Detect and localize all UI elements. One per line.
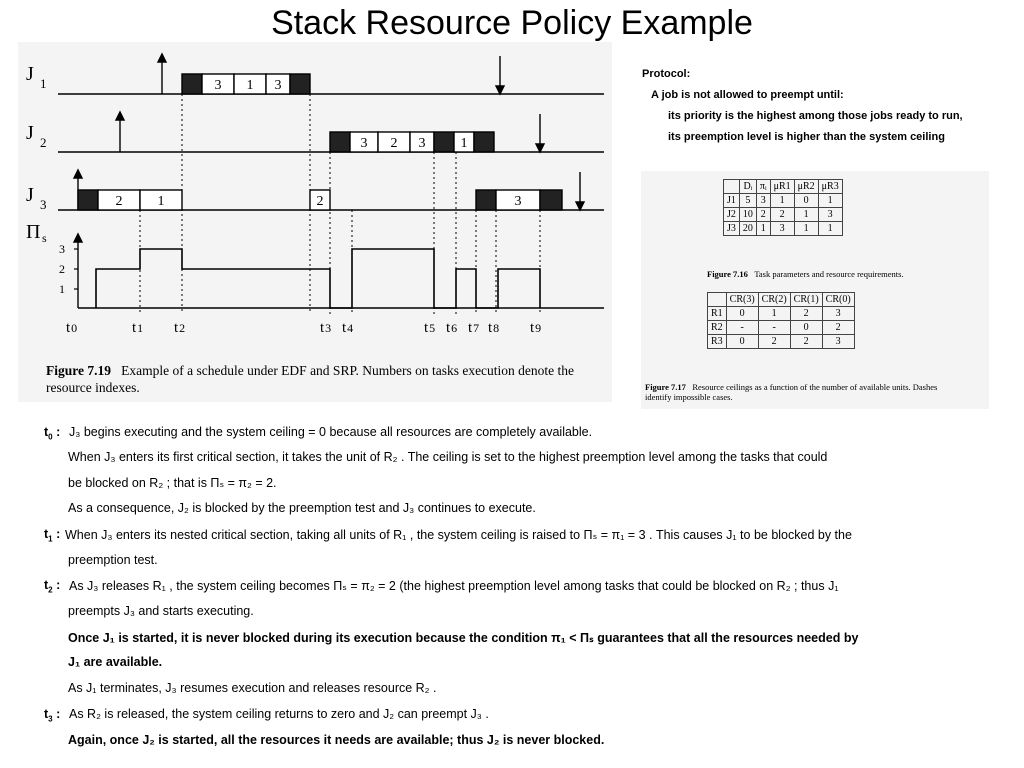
- protocol-line: A job is not allowed to preempt until:: [651, 89, 844, 101]
- ceiling-axis-arrow: [74, 234, 82, 242]
- figure-7-16-caption: Figure 7.16 Task parameters and resource requirements.: [707, 269, 904, 279]
- row-label-j3-sub: 3: [40, 197, 47, 212]
- time-label-t7: t7: [468, 320, 480, 336]
- protocol-line: its preemption level is higher than the system ceiling: [668, 131, 945, 143]
- j2-block-label: 2: [390, 136, 398, 151]
- table-row: J1 5 3 1 0 1: [724, 194, 843, 208]
- ceiling-tick: 1: [59, 282, 65, 296]
- note-label-t1: $t_1$ :: [44, 527, 61, 544]
- j3-block-shaded-end: [540, 190, 562, 210]
- table-row: R3 0 2 2 3: [708, 335, 855, 349]
- time-label-t8: t8: [488, 320, 500, 336]
- j2-block-label: 1: [460, 136, 468, 151]
- row-label-j2-sub: 2: [40, 135, 47, 150]
- j1-block-label: 1: [246, 78, 254, 93]
- j3-block-shaded: [78, 190, 98, 210]
- system-ceiling-curve: [96, 249, 540, 308]
- table-row: R2 - - 0 2: [708, 321, 855, 335]
- note-line: Again, once J₂ is started, all the resources it needs are available; thus J₂ is never blocked.: [68, 733, 605, 747]
- note-line: As a consequence, J₂ is blocked by the preemption test and J₃ continues to execute.: [68, 501, 536, 515]
- j3-block-shaded-2: [476, 190, 496, 210]
- j2-release-arrow: [116, 112, 124, 120]
- j3-deadline-arrow: [576, 202, 584, 210]
- note-label-t0: $t_0$ :: [44, 425, 61, 442]
- j1-release-arrow: [158, 54, 166, 62]
- note-line: When J₃ enters its nested critical section, taking all units of R₁ , the system ceiling is raised to Πₛ = π₁ = 3 . This causes J₁ to be blocked by the: [65, 528, 852, 542]
- j2-block-label: 3: [418, 136, 426, 151]
- protocol-heading: Protocol:: [642, 68, 691, 80]
- task-parameter-table: Dᵢ πᵢ μR1 μR2 μR3 J1 5 3 1 0 1 J2 10 2 2 1 3 J3 20 1 3 1 1: [723, 179, 843, 236]
- time-label-t9: t9: [530, 320, 542, 336]
- note-line: As J₁ terminates, J₃ resumes execution and releases resource R₂ .: [68, 681, 437, 695]
- ceiling-tick: 3: [59, 242, 65, 256]
- schedule-diagram: [18, 42, 612, 402]
- j1-block-label: 3: [274, 78, 282, 93]
- schedule-figure: [18, 42, 612, 402]
- note-label-t2: $t_2$ :: [44, 578, 61, 595]
- figure-7-19-text: Example of a schedule under EDF and SRP. Numbers on tasks execution denote the resource indexes.: [46, 363, 575, 395]
- j2-block-label: 3: [360, 136, 368, 151]
- j3-block-label: 2: [316, 194, 324, 209]
- row-label-j1: J: [26, 63, 34, 85]
- j3-block-label: 1: [157, 194, 165, 209]
- note-line: be blocked on R₂ ; that is Πₛ = π₂ = 2.: [68, 476, 277, 490]
- note-line: preemption test.: [68, 553, 158, 567]
- figure-7-17-caption: Figure 7.17 Resource ceilings as a function of the number of available units. Dashes identify impossible cases.: [645, 382, 938, 402]
- j2-deadline-arrow: [536, 144, 544, 152]
- ceiling-tick: 2: [59, 262, 65, 276]
- time-label-t0: t0: [66, 320, 78, 336]
- table-row: R1 0 1 2 3: [708, 307, 855, 321]
- row-label-j2: J: [26, 122, 34, 144]
- j1-block-label: 3: [214, 78, 222, 93]
- row-label-pi-sub: s: [42, 231, 47, 245]
- note-line: As J₃ releases R₁ , the system ceiling becomes Πₛ = π₂ = 2 (the highest preemption level among tasks that could be blocked on R₂ ; thus J₁: [69, 579, 839, 593]
- row-label-j1-sub: 1: [40, 76, 47, 91]
- time-label-t5: t5: [424, 320, 436, 336]
- time-label-t4: t4: [342, 320, 354, 336]
- j2-block-shaded: [330, 132, 350, 152]
- protocol-box: [642, 64, 963, 148]
- note-line: As R₂ is released, the system ceiling returns to zero and J₂ can preempt J₃ .: [69, 707, 489, 721]
- note-line: Once J₁ is started, it is never blocked during its execution because the condition π₁ < Πₛ guarantees that all the resources needed by: [68, 631, 859, 645]
- note-line: When J₃ enters its first critical section, it takes the unit of R₂ . The ceiling is set to the highest preemption level among the tasks that could: [68, 450, 828, 464]
- j3-release-arrow: [74, 170, 82, 178]
- j2-block-shaded-mid: [434, 132, 454, 152]
- time-label-t2: t2: [174, 320, 186, 336]
- tables-figure: [641, 171, 989, 409]
- table-row: J2 10 2 2 1 3: [724, 208, 843, 222]
- time-label-t6: t6: [446, 320, 458, 336]
- j3-block-label: 3: [514, 194, 522, 209]
- note-line: J₁ are available.: [68, 655, 163, 669]
- protocol-line: its priority is the highest among those jobs ready to run,: [668, 110, 963, 122]
- row-label-j3: J: [26, 184, 34, 206]
- figure-7-19-caption: [46, 362, 606, 396]
- note-label-t3: $t_3$ :: [44, 707, 61, 724]
- resource-ceiling-table: CR(3) CR(2) CR(1) CR(0) R1 0 1 2 3 R2 - - 0 2 R3 0 2 2 3: [707, 292, 855, 349]
- time-label-t3: t3: [320, 320, 332, 336]
- note-line: J₃ begins executing and the system ceiling = 0 because all resources are completely available.: [69, 425, 593, 439]
- table-row: J3 20 1 3 1 1: [724, 222, 843, 236]
- figure-7-19-label: Figure 7.19: [46, 363, 111, 378]
- j2-block-shaded-end: [474, 132, 494, 152]
- time-label-t1: t1: [132, 320, 144, 336]
- j1-block-shaded: [182, 74, 202, 94]
- j1-deadline-arrow: [496, 86, 504, 94]
- j1-block-shaded-end: [290, 74, 310, 94]
- j3-block-label: 2: [115, 194, 123, 209]
- note-line: preempts J₃ and starts executing.: [68, 604, 254, 618]
- page-title: Stack Resource Policy Example: [271, 4, 753, 42]
- row-label-pi: Π: [26, 221, 41, 243]
